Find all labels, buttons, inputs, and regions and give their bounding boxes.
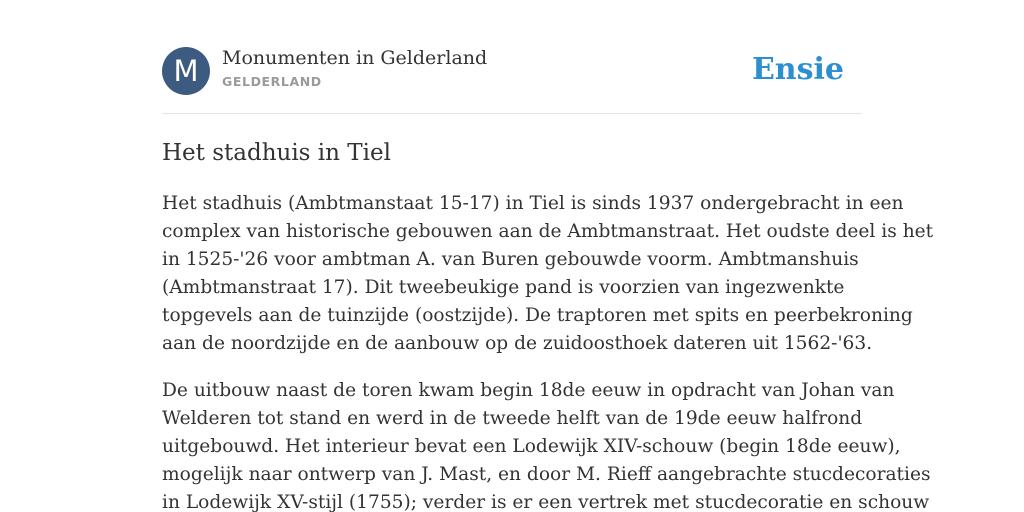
- site-title[interactable]: Monumenten in Gelderland: [222, 47, 488, 69]
- site-subtitle[interactable]: GELDERLAND: [222, 74, 322, 89]
- avatar[interactable]: M: [162, 47, 210, 95]
- paragraph-line: De uitbouw naast de toren kwam begin 18de eeuw in opdracht van Johan van: [162, 380, 895, 401]
- paragraph-line: Welderen tot stand en werd in de tweede helft van de 19de eeuw halfrond: [162, 408, 863, 429]
- article-title: Het stadhuis in Tiel: [162, 140, 391, 166]
- article-body: [162, 190, 934, 512]
- paragraph-line: topgevels aan de tuinzijde (oostzijde). De traptoren met spits en peerbekroning: [162, 305, 913, 326]
- paragraph-line: in 1525-'26 voor ambtman A. van Buren gebouwde voorm. Ambtmanshuis: [162, 249, 859, 270]
- paragraph-line: mogelijk naar ontwerp van J. Mast, en door M. Rieff aangebrachte stucdecoraties: [162, 464, 931, 485]
- ensie-logo[interactable]: Ensie: [751, 52, 844, 87]
- paragraph-line: aan de noordzijde en de aanbouw op de zuidoosthoek dateren uit 1562-'63.: [162, 333, 873, 354]
- article-paragraph-2: [162, 377, 931, 512]
- paragraph-line: Het stadhuis (Ambtmanstaat 15-17) in Tiel is sinds 1937 ondergebracht in een: [162, 193, 904, 214]
- paragraph-line: in Lodewijk XV-stijl (1755); verder is er een vertrek met stucdecoratie en schouw: [162, 492, 930, 512]
- paragraph-line: complex van historische gebouwen aan de Ambtmanstraat. Het oudste deel is het: [162, 221, 934, 242]
- paragraph-line: (Ambtmanstraat 17). Dit tweebeukige pand is voorzien van ingezwenkte: [162, 277, 845, 298]
- article-paragraph-1: [162, 190, 934, 358]
- paragraph-line: uitgebouwd. Het interieur bevat een Lodewijk XIV-schouw (begin 18de eeuw),: [162, 436, 901, 457]
- site-header: [162, 46, 862, 96]
- header-divider: [162, 113, 862, 114]
